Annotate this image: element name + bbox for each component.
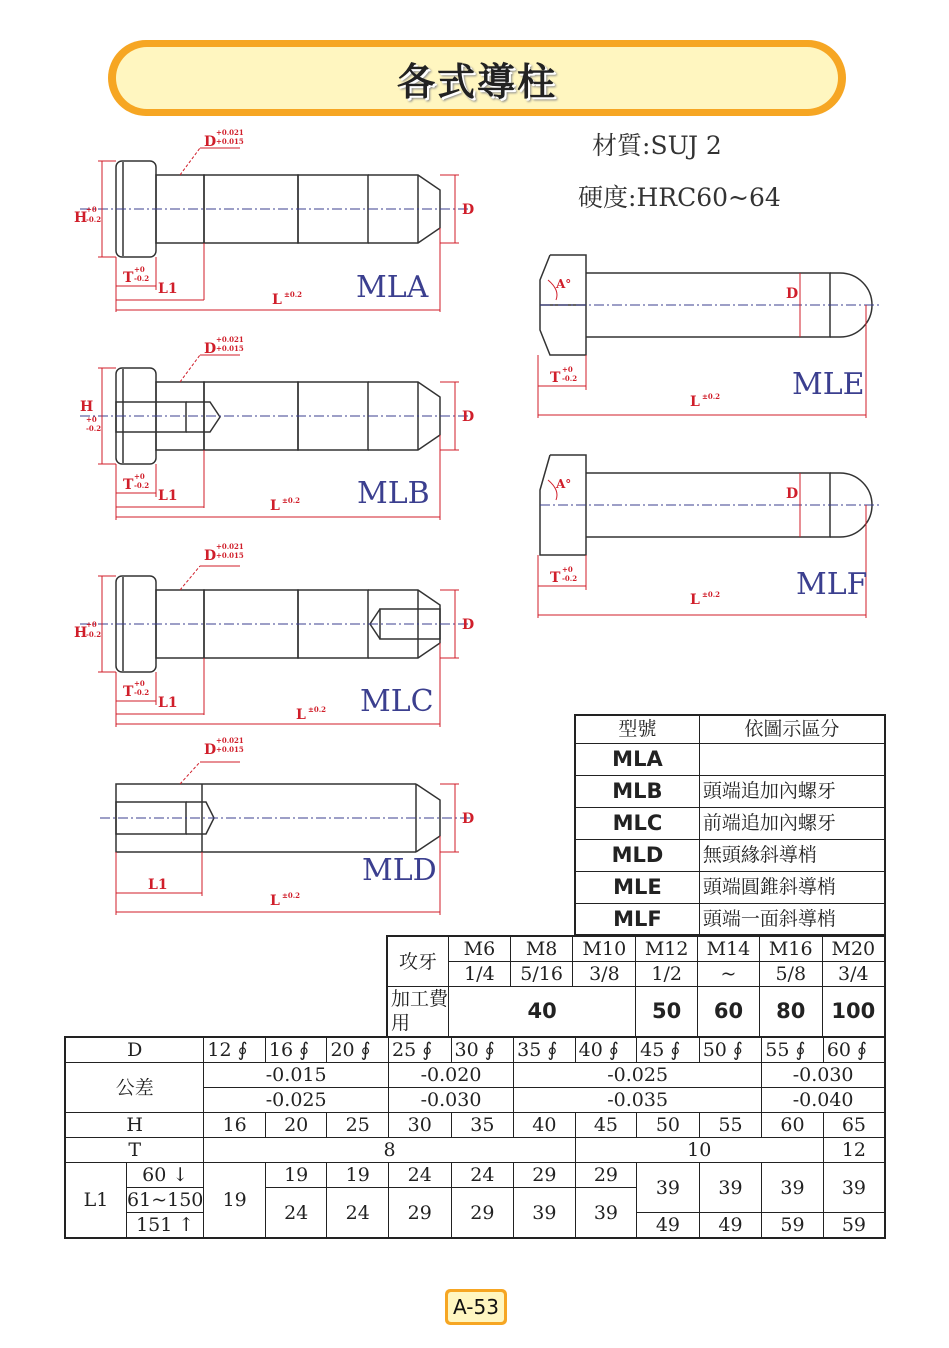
l1-value: 39 xyxy=(823,1163,885,1213)
hardness-label: 硬度: xyxy=(578,183,637,212)
tap-metric: M6 xyxy=(449,936,511,962)
l1-row-label: L1 xyxy=(65,1163,127,1239)
page-number: A-53 xyxy=(448,1292,504,1322)
l-tol-mld: ±0.2 xyxy=(282,891,301,900)
l1-range: 60 ↓ xyxy=(127,1163,204,1188)
model-header: 型號 xyxy=(575,715,699,743)
tap-inch: 5/8 xyxy=(759,962,822,987)
l1-value: 39 xyxy=(762,1163,824,1213)
t-tol-up-mla: +0 xyxy=(134,265,145,274)
angle-label-mle: A° xyxy=(556,277,572,291)
t-value: 10 xyxy=(575,1138,823,1163)
l1-value: 39 xyxy=(699,1163,762,1213)
h-value: 16 xyxy=(204,1113,266,1138)
t-label-mla: T xyxy=(123,270,134,286)
h-tol-up-mlc: +0 xyxy=(86,620,97,629)
tol-upper: -0.015 xyxy=(204,1063,389,1088)
h-value: 30 xyxy=(388,1113,451,1138)
tol-lower: -0.035 xyxy=(514,1088,762,1113)
l1-value: 29 xyxy=(575,1163,637,1188)
t-tol-low-mlc: -0.2 xyxy=(134,688,150,697)
d-value: 40 ∮ xyxy=(575,1037,637,1063)
h-label-mla: H xyxy=(74,210,88,226)
tap-metric: M10 xyxy=(573,936,636,962)
d-tol-low-mla: +0.015 xyxy=(216,137,244,146)
l1-label-mla: L1 xyxy=(158,281,178,297)
t-tol-up-mlb: +0 xyxy=(134,472,145,481)
t-label-mle: T xyxy=(550,370,561,386)
hardness-value: HRC60~64 xyxy=(636,183,781,212)
h-tol-up-mlb: +0 xyxy=(86,415,97,424)
model-cell: MLF xyxy=(575,903,699,935)
l-tol-mla: ±0.2 xyxy=(284,290,303,299)
t-label-mlb: T xyxy=(123,477,134,493)
d-label-mlc: D xyxy=(204,548,217,564)
model-name-mlf: MLF xyxy=(796,567,868,602)
d-value: 25 ∮ xyxy=(388,1037,451,1063)
d-value: 55 ∮ xyxy=(762,1037,824,1063)
model-cell: MLE xyxy=(575,871,699,903)
d-tol-up-mld: +0.021 xyxy=(216,736,244,745)
l1-value: 19 xyxy=(265,1163,327,1188)
l1-range: 61~150 xyxy=(127,1189,204,1211)
t-label-mlc: T xyxy=(123,684,134,700)
h-value: 65 xyxy=(823,1113,885,1138)
h-label-mlb: H xyxy=(80,399,94,415)
d-value: 30 ∮ xyxy=(451,1037,514,1063)
d-tol-up-mlc: +0.021 xyxy=(216,542,244,551)
model-name-mlc: MLC xyxy=(360,684,434,719)
d-label-mle: D xyxy=(786,286,799,302)
d-tol-low-mlc: +0.015 xyxy=(216,551,244,560)
d-side-label-mld: D xyxy=(462,811,475,827)
l1-value: 49 xyxy=(637,1213,700,1239)
d-label-mlb: D xyxy=(204,341,217,357)
tap-inch: 3/8 xyxy=(573,962,636,987)
h-tol-low-mlc: -0.2 xyxy=(86,630,102,639)
l1-value: 29 xyxy=(451,1188,514,1239)
h-value: 50 xyxy=(637,1113,700,1138)
l1-label-mld: L1 xyxy=(148,877,168,893)
l1-value: 39 xyxy=(514,1188,576,1239)
l1-value: 24 xyxy=(388,1163,451,1188)
fee-value: 80 xyxy=(759,987,822,1037)
spec-table xyxy=(64,1036,886,1239)
page-number-badge xyxy=(445,1289,507,1325)
h-value: 25 xyxy=(327,1113,389,1138)
d-tol-up-mlb: +0.021 xyxy=(216,335,244,344)
d-value: 50 ∮ xyxy=(699,1037,762,1063)
drawing-mld xyxy=(100,784,470,852)
drawing-mle xyxy=(540,255,880,355)
model-name-mle: MLE xyxy=(792,367,865,402)
h-row-label: H xyxy=(65,1113,204,1138)
tap-metric: M16 xyxy=(759,936,822,962)
h-tol-low-mlb: -0.2 xyxy=(86,424,102,433)
tap-metric: M8 xyxy=(510,936,573,962)
model-cell: MLD xyxy=(575,839,699,871)
l1-value: 24 xyxy=(265,1188,327,1239)
page-title: 各式導柱 xyxy=(396,59,557,104)
tap-metric: M20 xyxy=(822,936,885,962)
t-row-label: T xyxy=(65,1138,204,1163)
tol-lower: -0.025 xyxy=(204,1088,389,1113)
model-name-mla: MLA xyxy=(356,270,429,305)
l1-range: 151 ↑ xyxy=(127,1213,204,1239)
material-label: 材質: xyxy=(592,131,651,160)
d-tol-low-mlb: +0.015 xyxy=(216,344,244,353)
l-label-mlb: L xyxy=(270,498,280,514)
model-name-mld: MLD xyxy=(362,853,437,888)
t-tol-low-mlb: -0.2 xyxy=(134,481,150,490)
l-label-mla: L xyxy=(272,292,282,308)
tol-lower: -0.040 xyxy=(762,1088,885,1113)
fee-value: 40 xyxy=(449,987,636,1037)
tap-inch: 3/4 xyxy=(822,962,885,987)
tol-upper: -0.030 xyxy=(762,1063,885,1088)
d-side-label-mlc: D xyxy=(462,617,475,633)
tol-lower: -0.030 xyxy=(388,1088,513,1113)
l-label-mld: L xyxy=(270,893,280,909)
l-tol-mlc: ±0.2 xyxy=(308,705,327,714)
l-label-mlf: L xyxy=(690,592,700,608)
t-value: 8 xyxy=(204,1138,575,1163)
d-tol-up-mla: +0.021 xyxy=(216,128,244,137)
d-side-label-mla: D xyxy=(462,202,475,218)
fee-value: 50 xyxy=(636,987,698,1037)
d-label-mla: D xyxy=(204,134,217,150)
l-tol-mlb: ±0.2 xyxy=(282,496,301,505)
l1-value: 19 xyxy=(327,1163,389,1188)
desc-header: 依圖示區分 xyxy=(699,715,885,743)
t-tol-low-mle: -0.2 xyxy=(562,374,578,383)
tap-inch: ~ xyxy=(698,962,760,987)
h-label-mlc: H xyxy=(74,625,88,641)
drawing-mlf xyxy=(540,455,880,555)
h-value: 45 xyxy=(575,1113,637,1138)
d-value: 35 ∮ xyxy=(514,1037,576,1063)
tap-metric: M12 xyxy=(636,936,698,962)
d-tol-low-mld: +0.015 xyxy=(216,745,244,754)
l1-value: 39 xyxy=(575,1188,637,1239)
t-tol-low-mlf: -0.2 xyxy=(562,574,578,583)
l1-label-mlb: L1 xyxy=(158,488,178,504)
l1-value: 29 xyxy=(388,1188,451,1239)
desc-cell: 前端追加內螺牙 xyxy=(699,807,885,839)
l1-value: 29 xyxy=(514,1163,576,1188)
material-value: SUJ 2 xyxy=(650,131,722,160)
tap-table xyxy=(386,935,886,1038)
h-value: 20 xyxy=(265,1113,327,1138)
t-tol-up-mlc: +0 xyxy=(134,679,145,688)
l1-value: 24 xyxy=(327,1188,389,1239)
l-tol-mlf: ±0.2 xyxy=(702,590,721,599)
t-label-mlf: T xyxy=(550,570,561,586)
d-row-label: D xyxy=(65,1037,204,1063)
model-cell: MLA xyxy=(575,743,699,775)
desc-cell: 頭端追加內螺牙 xyxy=(699,775,885,807)
t-tol-up-mle: +0 xyxy=(562,365,573,374)
desc-cell xyxy=(699,743,885,775)
l1-value: 39 xyxy=(637,1163,700,1213)
desc-cell: 頭端一面斜導梢 xyxy=(699,903,885,935)
h-value: 60 xyxy=(762,1113,824,1138)
l-tol-mle: ±0.2 xyxy=(702,392,721,401)
l1-value: 59 xyxy=(762,1213,824,1239)
tap-inch: 1/2 xyxy=(636,962,698,987)
l-label-mle: L xyxy=(690,394,700,410)
l1-value: 19 xyxy=(204,1163,266,1239)
desc-cell: 頭端圓錐斜導梢 xyxy=(699,871,885,903)
h-value: 40 xyxy=(514,1113,576,1138)
model-cell: MLB xyxy=(575,775,699,807)
t-value: 12 xyxy=(823,1138,885,1163)
fee-value: 100 xyxy=(822,987,885,1037)
tol-upper: -0.020 xyxy=(388,1063,513,1088)
d-value: 45 ∮ xyxy=(637,1037,700,1063)
d-value: 20 ∮ xyxy=(327,1037,389,1063)
tap-inch: 1/4 xyxy=(449,962,511,987)
t-tol-low-mla: -0.2 xyxy=(134,274,150,283)
tol-upper: -0.025 xyxy=(514,1063,762,1088)
t-tol-up-mlf: +0 xyxy=(562,565,573,574)
h-tol-low-mla: -0.2 xyxy=(86,215,102,224)
d-value: 60 ∮ xyxy=(823,1037,885,1063)
tap-metric: M14 xyxy=(698,936,760,962)
d-side-label-mlb: D xyxy=(462,409,475,425)
model-table xyxy=(574,714,886,936)
l1-value: 59 xyxy=(823,1213,885,1239)
d-label-mlf: D xyxy=(786,486,799,502)
fee-label: 加工費用 xyxy=(387,987,449,1037)
tol-row-label: 公差 xyxy=(65,1063,204,1113)
h-value: 55 xyxy=(699,1113,762,1138)
tap-inch: 5/16 xyxy=(510,962,573,987)
drawing-mlb xyxy=(80,368,470,464)
l1-value: 24 xyxy=(451,1163,514,1188)
angle-label-mlf: A° xyxy=(556,477,572,491)
d-value: 16 ∮ xyxy=(265,1037,327,1063)
h-tol-up-mla: +0 xyxy=(86,205,97,214)
l-label-mlc: L xyxy=(296,707,306,723)
l1-value: 49 xyxy=(699,1213,762,1239)
l1-label-mlc: L1 xyxy=(158,695,178,711)
h-value: 35 xyxy=(451,1113,514,1138)
d-value: 12 ∮ xyxy=(204,1037,266,1063)
desc-cell: 無頭緣斜導梢 xyxy=(699,839,885,871)
d-label-mld: D xyxy=(204,742,217,758)
drawing-mla xyxy=(80,161,470,257)
model-cell: MLC xyxy=(575,807,699,839)
fee-value: 60 xyxy=(698,987,760,1037)
model-name-mlb: MLB xyxy=(357,476,430,511)
tap-label: 攻牙 xyxy=(387,936,449,987)
drawing-mlc xyxy=(80,576,470,672)
